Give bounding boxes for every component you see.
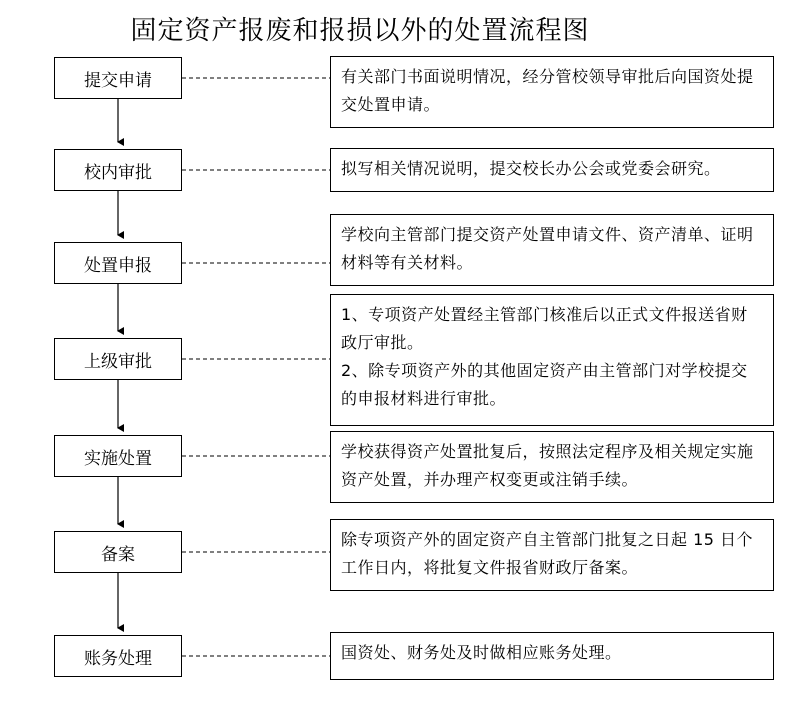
description-text: 有关部门书面说明情况，经分管校领导审批后向国资处提交处置申请。: [341, 67, 754, 114]
description-text: 国资处、财务处及时做相应账务处理。: [341, 643, 622, 662]
description-text: 2、除专项资产外的其他固定资产由主管部门对学校提交的申报材料进行审批。: [341, 361, 748, 408]
step-description-internal-approval: [330, 148, 774, 192]
step-box-record-filing: [54, 531, 182, 573]
step-description-disposal-report: [330, 214, 774, 286]
step-box-higher-approval: [54, 338, 182, 380]
step-box-implement-disposal: [54, 435, 182, 477]
step-label: 账务处理: [84, 648, 152, 669]
step-description-record-filing: [330, 519, 774, 591]
step-label: 处置申报: [84, 255, 152, 276]
step-box-submit-application: [54, 57, 182, 99]
step-box-disposal-report: [54, 242, 182, 284]
step-box-accounting: [54, 635, 182, 677]
step-box-internal-approval: [54, 149, 182, 191]
step-description-submit-application: [330, 56, 774, 128]
description-text: 除专项资产外的固定资产自主管部门批复之日起 15 日个工作日内，将批复文件报省财政厅备案。: [341, 530, 754, 577]
step-label: 上级审批: [84, 351, 152, 372]
step-label: 校内审批: [84, 162, 152, 183]
description-text: 拟写相关情况说明，提交校长办公会或党委会研究。: [341, 159, 721, 178]
page-title: 固定资产报废和报损以外的处置流程图: [130, 16, 590, 46]
step-label: 备案: [101, 544, 135, 565]
step-description-implement-disposal: [330, 431, 774, 503]
description-text: 1、专项资产处置经主管部门核准后以正式文件报送省财政厅审批。: [341, 305, 748, 352]
step-label: 实施处置: [84, 448, 152, 469]
description-text: 学校向主管部门提交资产处置申请文件、资产清单、证明材料等有关材料。: [341, 225, 754, 272]
description-text: 学校获得资产处置批复后，按照法定程序及相关规定实施资产处置，并办理产权变更或注销手续。: [341, 442, 754, 489]
step-label: 提交申请: [84, 70, 152, 91]
step-description-accounting: [330, 632, 774, 680]
step-description-higher-approval: [330, 294, 774, 426]
